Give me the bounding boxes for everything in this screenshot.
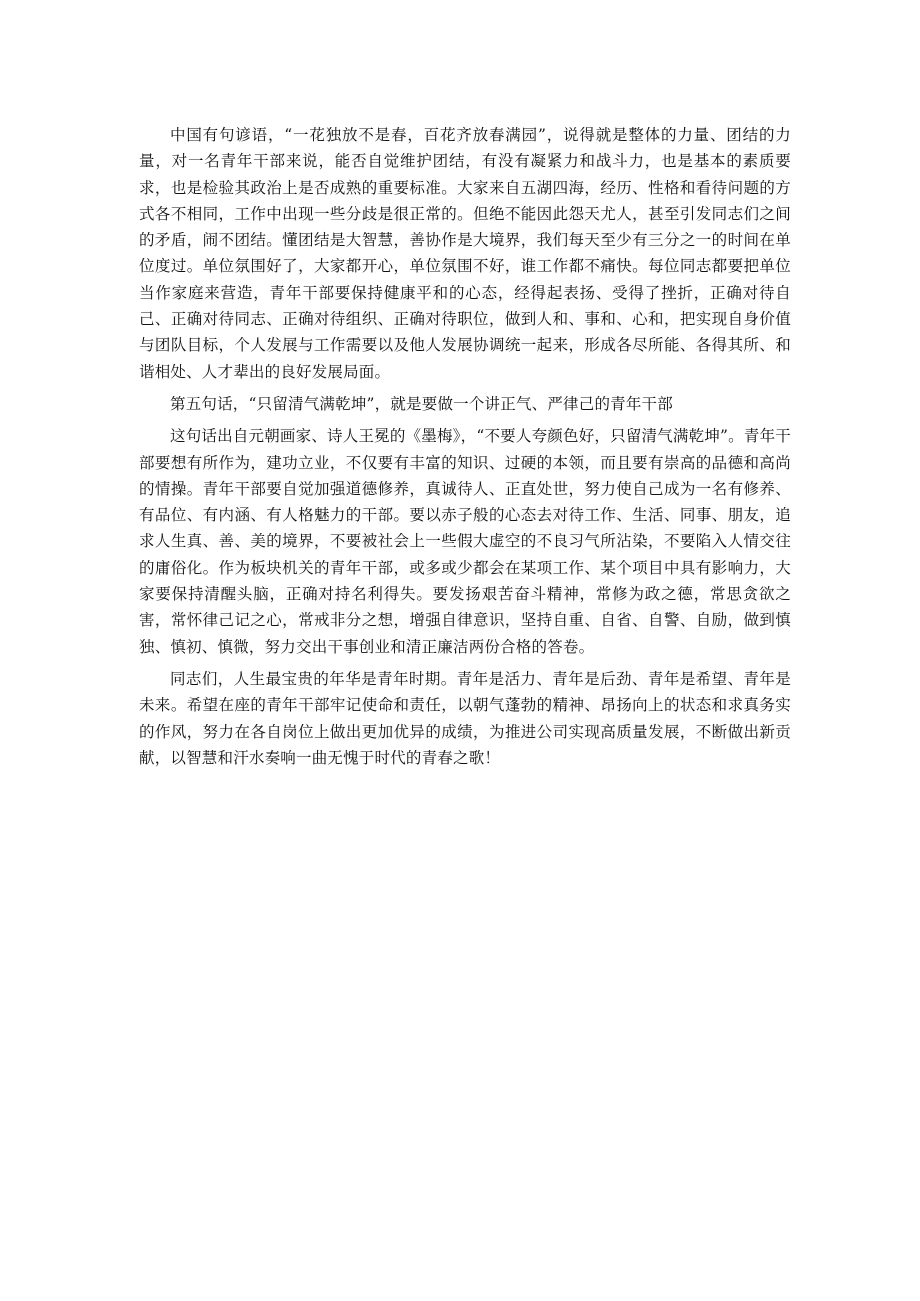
section-heading-five: 第五句话，“只留清气满乾坤”，就是要做一个讲正气、严律己的青年干部	[170, 394, 673, 413]
paragraph-unity: 中国有句谚语，“一花独放不是春，百花齐放春满园”，说得就是整体的力量、团结的力量，对一名青年干部来说，能否自觉维护团结，有没有凝紧力和战斗力，也是基本的素质要求，也是检验其政治上是否成熟的重要标准。大家来自五湖四海，经历、性格和看待问题的方式各不相同，工作中出现一些分歧是很正常的。但绝不能因此怨天尤人，甚至引发同志们之间的矛盾，闹不团结。懂团结是大智慧，善协作是大境界，我们每天至少有三分之一的时间在单位度过。单位氛围好了，大家都开心，单位氛围不好，谁工作都不痛快。每位同志都要把单位当作家庭来营造，青年干部要保持健康平和的心态，经得起表扬、受得了挫折，正确对待自己、正确对待同志、正确对待组织、正确对待职位，做到人和、事和、心和，把实现自身价值与团队目标，个人发展与工作需要以及他人发展协调统一起来，形成各尽所能、各得其所、和谐相处、人才辈出的良好发展局面。	[139, 126, 791, 381]
document-body	[139, 122, 791, 771]
paragraph-closing: 同志们，人生最宝贵的年华是青年时期。青年是活力、青年是后劲、青年是希望、青年是未来。希望在座的青年干部牢记使命和责任，以朝气蓬勃的精神、昂扬向上的状态和求真务实的作风，努力在各自岗位上做出更加优异的成绩，为推进公司实现高质量发展，不断做出新贡献，以智慧和汗水奏响一曲无愧于时代的青春之歌！	[139, 669, 791, 767]
paragraph-integrity: 这句话出自元朝画家、诗人王冕的《墨梅》，“不要人夸颜色好，只留清气满乾坤”。青年干部要想有所作为，建功立业，不仅要有丰富的知识、过硬的本领，而且要有崇高的品德和高尚的情操。青年干部要自觉加强道德修养，真诚待人、正直处世，努力使自己成为一名有修养、有品位、有内涵、有人格魅力的干部。要以赤子般的心态去对待工作、生活、同事、朋友，追求人生真、善、美的境界，不要被社会上一些假大虚空的不良习气所沾染，不要陷入人情交往的庸俗化。作为板块机关的青年干部，或多或少都会在某项工作、某个项目中具有影响力，大家要保持清醒头脑，正确对持名利得失。要发扬艰苦奋斗精神，常修为政之德，常思贪欲之害，常怀律己记之心，常戒非分之想，增强自律意识，坚持自重、自省、自警、自励，做到慎独、慎初、慎微，努力交出干事创业和清正廉洁两份合格的答卷。	[139, 427, 791, 656]
